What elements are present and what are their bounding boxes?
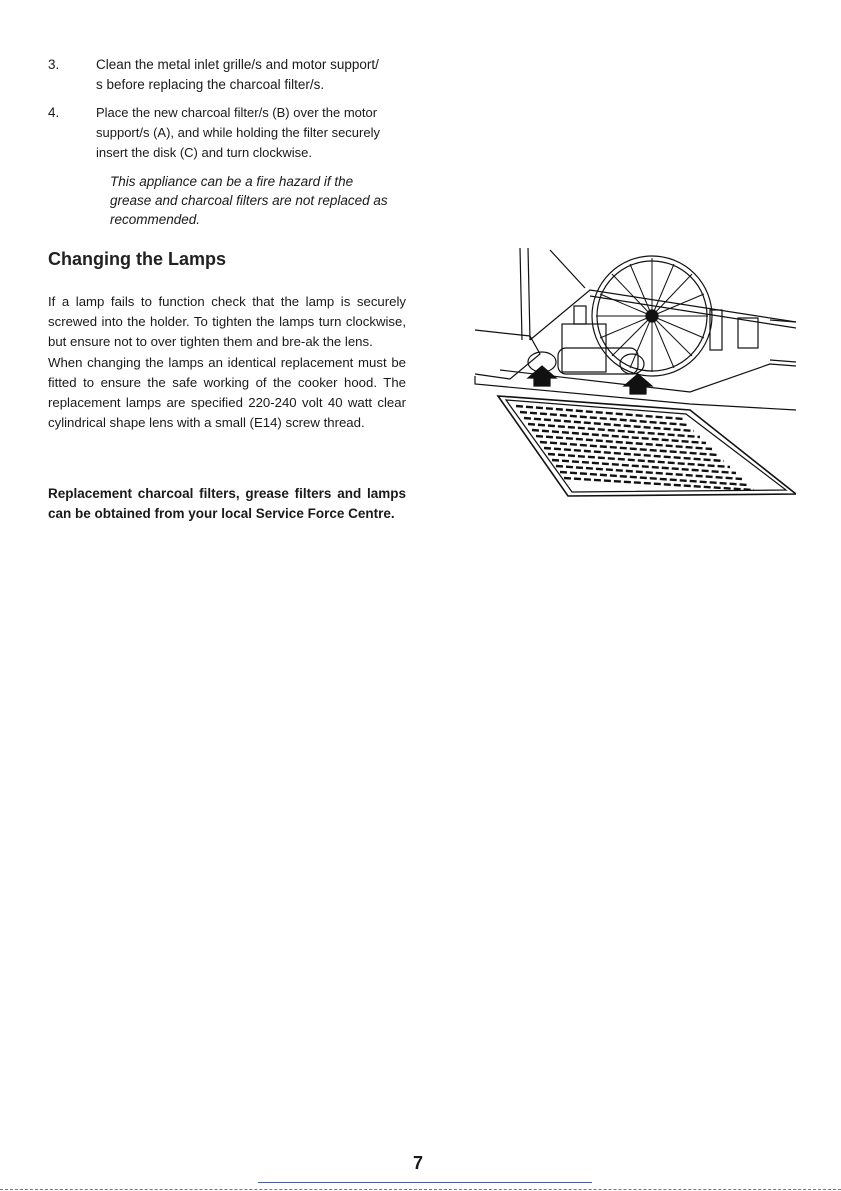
step-number: 3. xyxy=(48,57,60,72)
cooker-hood-lamp-illustration xyxy=(470,244,796,502)
step-number: 4. xyxy=(48,105,60,120)
step-3 xyxy=(48,55,408,95)
step-text-line: Clean the metal inlet grille/s and motor support/ xyxy=(96,57,379,72)
footer-divider xyxy=(0,1189,841,1190)
step-4 xyxy=(48,103,408,163)
page-number: 7 xyxy=(412,1153,423,1173)
lamp-check-paragraph: If a lamp fails to function check that the lamp is securely screwed into the holder. To tighten the lamps turn clockwise, but ensure not to over tighten them and bre-ak the lens. xyxy=(48,294,406,349)
service-force-paragraph: Replacement charcoal filters, grease filters and lamps can be obtained from your local Service Force Centre. xyxy=(48,486,406,521)
step-text-line: insert the disk (C) and turn clockwise. xyxy=(96,145,313,160)
warning-line: recommended. xyxy=(110,212,201,227)
lamp-replacement-paragraph: When changing the lamps an identical replacement must be fitted to ensure the safe working of the cooker hood. The replacement lamps are specified 220-240 volt 40 watt clear cylindrical shape lens with a small (E14) screw thread. xyxy=(48,355,406,430)
section-title: Changing the Lamps xyxy=(48,249,227,269)
footer-link-underline[interactable] xyxy=(258,1182,592,1183)
warning-line: grease and charcoal filters are not replaced as xyxy=(110,193,388,208)
step-text-line: s before replacing the charcoal filter/s. xyxy=(96,77,325,92)
warning-line: This appliance can be a fire hazard if the xyxy=(110,174,354,189)
step-text-line: Place the new charcoal filter/s (B) over the motor xyxy=(96,105,378,120)
step-text-line: support/s (A), and while holding the filter securely xyxy=(96,125,380,140)
fire-hazard-warning xyxy=(96,172,420,229)
